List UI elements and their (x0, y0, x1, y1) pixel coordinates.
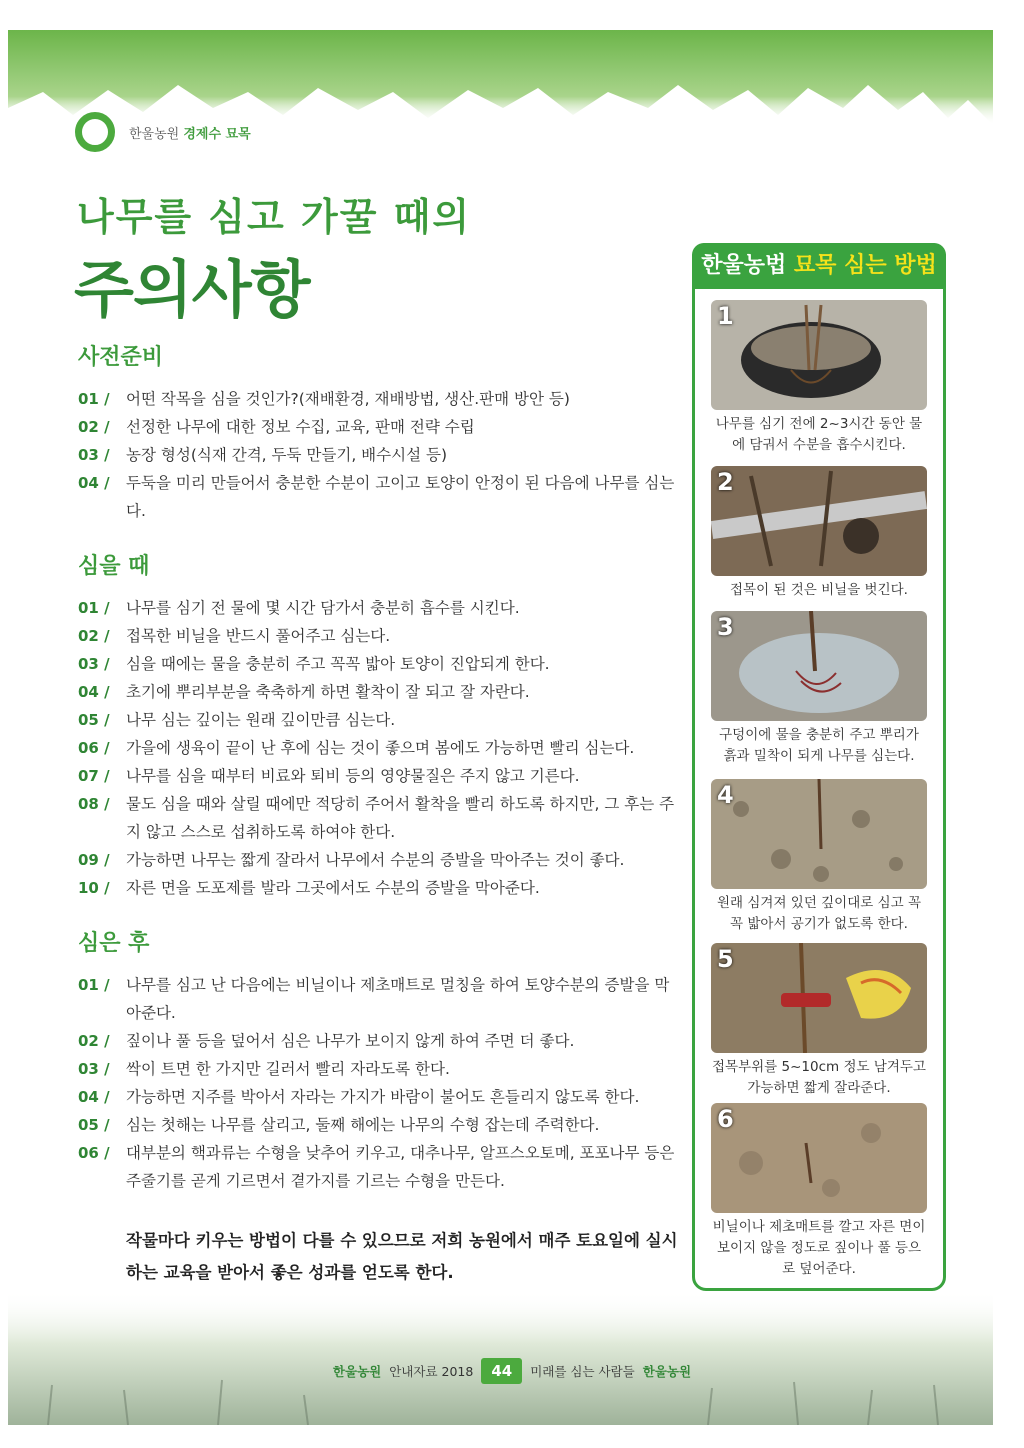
footer-brand-left: 한울농원 (332, 1364, 382, 1379)
step-number: 2 (717, 468, 734, 496)
list-item (78, 441, 678, 469)
item-number: 03 / (78, 655, 110, 673)
step-card (711, 943, 927, 1099)
step-number: 6 (717, 1105, 734, 1133)
panel-title-a: 한울농법 (701, 253, 787, 278)
section-after-planting (78, 926, 678, 1289)
panel-title-b: 묘목 심는 방법 (793, 253, 937, 278)
list-item (78, 1111, 678, 1139)
instructions-column (78, 340, 678, 1313)
list-item (78, 678, 678, 706)
step-photo (711, 611, 927, 721)
list-item (78, 1139, 678, 1195)
list-item (78, 762, 678, 790)
step-card (711, 466, 927, 601)
item-text: 대부분의 핵과류는 수형을 낮추어 키우고, 대추나무, 알프스오토메, 포포나무 등은 주줄기를 곧게 기르면서 곁가지를 기르는 수형을 만든다. (126, 1144, 675, 1190)
item-number: 04 / (78, 1088, 110, 1106)
item-text: 나무를 심기 전 물에 몇 시간 담가서 충분히 흡수를 시킨다. (126, 599, 520, 617)
section-heading: 사전준비 (78, 345, 164, 370)
step-photo (711, 943, 927, 1053)
item-text: 가능하면 나무는 짧게 잘라서 나무에서 수분의 증발을 막아주는 것이 좋다. (126, 851, 625, 869)
crumb-brand: 한울농원 (129, 126, 180, 142)
item-text: 싹이 트면 한 가지만 길러서 빨리 자라도록 한다. (126, 1060, 450, 1078)
list-item (78, 1027, 678, 1055)
item-number: 10 / (78, 879, 110, 897)
item-number: 03 / (78, 446, 110, 464)
step-caption: 나무를 심기 전에 2~3시간 동안 물에 담궈서 수분을 흡수시킨다. (715, 416, 923, 453)
list-item (78, 385, 678, 413)
step-caption: 접목부위를 5~10cm 정도 남겨두고 가능하면 짧게 잘라준다. (712, 1059, 926, 1096)
item-number: 09 / (78, 851, 110, 869)
step-caption: 구덩이에 물을 충분히 주고 뿌리가 흙과 밀착이 되게 나무를 심는다. (719, 727, 919, 764)
list-item (78, 594, 678, 622)
step-caption: 비닐이나 제초매트를 깔고 자른 면이 보이지 않을 정도로 짚이나 풀 등으로 덮어준다. (712, 1219, 926, 1277)
panel-title (692, 243, 946, 289)
step-photo (711, 300, 927, 410)
item-text: 물도 심을 때와 살릴 때에만 적당히 주어서 활착을 빨리 하도록 하지만, 그 후는 주지 않고 스스로 섭취하도록 하여야 한다. (126, 795, 675, 841)
planting-method-panel (692, 243, 946, 1291)
item-number: 02 / (78, 1032, 110, 1050)
item-number: 07 / (78, 767, 110, 785)
step-number: 4 (717, 781, 734, 809)
item-text: 나무 심는 깊이는 원래 깊이만큼 심는다. (126, 711, 396, 729)
page-title-line1: 나무를 심고 가꿀 때의 (77, 195, 472, 239)
list-item (78, 874, 678, 902)
list-item (78, 790, 678, 846)
item-text: 선정한 나무에 대한 정보 수집, 교육, 판매 전략 수립 (126, 418, 475, 436)
section-when-planting (78, 549, 678, 902)
item-number: 02 / (78, 418, 110, 436)
item-text: 초기에 뿌리부분을 축축하게 하면 활착이 잘 되고 잘 자란다. (126, 683, 530, 701)
step-photo (711, 1103, 927, 1213)
step-card (711, 300, 927, 456)
list-item (78, 469, 678, 525)
step-caption: 접목이 된 것은 비닐을 벗긴다. (730, 582, 908, 598)
list-item (78, 622, 678, 650)
step-number: 5 (717, 945, 734, 973)
item-text: 자른 면을 도포제를 발라 그곳에서도 수분의 증발을 막아준다. (126, 879, 540, 897)
header-breadcrumb (75, 112, 251, 152)
item-number: 08 / (78, 795, 110, 813)
item-number: 04 / (78, 683, 110, 701)
item-text: 두둑을 미리 만들어서 충분한 수분이 고이고 토양이 안정이 된 다음에 나무를 심는다. (126, 474, 675, 520)
circle-icon (75, 112, 115, 152)
section-heading: 심을 때 (78, 554, 150, 579)
list-item (78, 650, 678, 678)
list-item (78, 846, 678, 874)
step-card (711, 1103, 927, 1280)
page-footer (0, 1358, 1024, 1384)
step-card (711, 779, 927, 935)
item-text: 가능하면 지주를 박아서 자라는 가지가 바람이 불어도 흔들리지 않도록 한다. (126, 1088, 640, 1106)
item-number: 01 / (78, 599, 110, 617)
section-heading: 심은 후 (78, 931, 150, 956)
crumb-section: 경제수 묘목 (183, 126, 251, 142)
item-text: 심는 첫해는 나무를 살리고, 둘째 해에는 나무의 수형 잡는데 주력한다. (126, 1116, 600, 1134)
list-item (78, 734, 678, 762)
step-caption: 원래 심겨져 있던 깊이대로 심고 꼭꼭 밟아서 공기가 없도록 한다. (716, 895, 922, 932)
item-number: 03 / (78, 1060, 110, 1078)
item-number: 06 / (78, 739, 110, 757)
list-item (78, 706, 678, 734)
item-number: 02 / (78, 627, 110, 645)
page-title-line2: 주의사항 (74, 253, 310, 326)
list-item (78, 1055, 678, 1083)
footer-brand-right: 한울농원 (642, 1364, 692, 1379)
item-text: 나무를 심고 난 다음에는 비닐이나 제초매트로 멀칭을 하여 토양수분의 증발을 막아준다. (126, 976, 670, 1022)
item-number: 06 / (78, 1144, 110, 1162)
closing-note: 작물마다 키우는 방법이 다를 수 있으므로 저희 농원에서 매주 토요일에 실시하는 교육을 받아서 좋은 성과를 얻도록 한다. (126, 1231, 678, 1282)
footer-slogan: 미래를 심는 사람들 (530, 1364, 635, 1379)
step-number: 1 (717, 302, 734, 330)
list-item (78, 1083, 678, 1111)
item-text: 나무를 심을 때부터 비료와 퇴비 등의 영양물질은 주지 않고 기른다. (126, 767, 580, 785)
item-text: 짚이나 풀 등을 덮어서 심은 나무가 보이지 않게 하여 주면 더 좋다. (126, 1032, 575, 1050)
item-text: 접목한 비닐을 반드시 풀어주고 심는다. (126, 627, 391, 645)
footer-doc-title: 안내자료 2018 (389, 1364, 474, 1379)
item-number: 01 / (78, 390, 110, 408)
item-text: 농장 형성(식재 간격, 두둑 만들기, 배수시설 등) (126, 446, 448, 464)
page-number: 44 (481, 1358, 522, 1384)
section-preparation (78, 340, 678, 525)
item-number: 01 / (78, 976, 110, 994)
step-card (711, 611, 927, 767)
item-number: 05 / (78, 1116, 110, 1134)
item-number: 04 / (78, 474, 110, 492)
list-item (78, 971, 678, 1027)
item-number: 05 / (78, 711, 110, 729)
item-text: 심을 때에는 물을 충분히 주고 꼭꼭 밟아 토양이 진압되게 한다. (126, 655, 550, 673)
item-text: 어떤 작목을 심을 것인가?(재배환경, 재배방법, 생산.판매 방안 등) (126, 390, 570, 408)
step-number: 3 (717, 613, 734, 641)
step-photo (711, 466, 927, 576)
list-item (78, 413, 678, 441)
item-text: 가을에 생육이 끝이 난 후에 심는 것이 좋으며 봄에도 가능하면 빨리 심는다. (126, 739, 635, 757)
step-photo (711, 779, 927, 889)
